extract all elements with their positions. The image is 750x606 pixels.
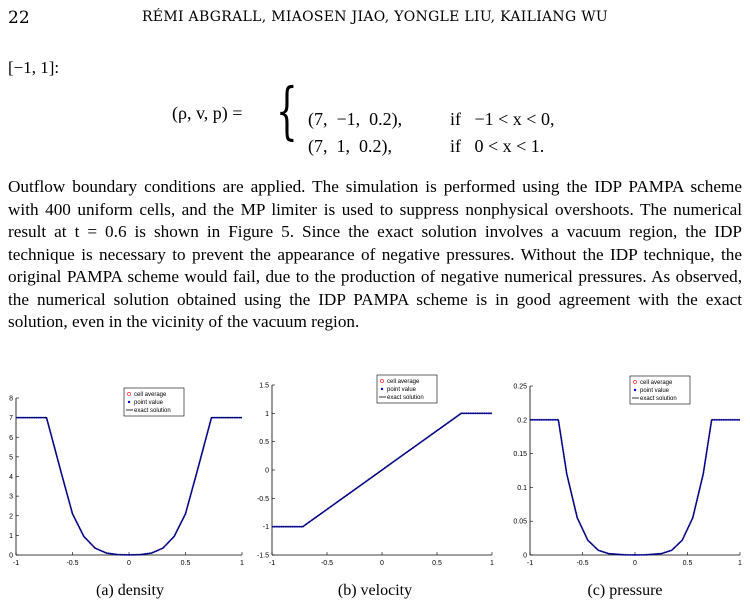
legend	[377, 375, 437, 403]
x-tick-label: 0.5	[432, 560, 442, 567]
caption-pressure: (c) pressure	[587, 582, 663, 599]
y-tick-label: 1	[265, 410, 269, 418]
curly-brace-icon: {	[276, 74, 298, 147]
legend	[630, 376, 690, 404]
caption-velocity: (b) velocity	[337, 582, 413, 599]
y-tick-label: 3	[9, 493, 13, 501]
point-value-series	[16, 418, 242, 555]
legend	[124, 388, 184, 416]
density-plot	[0, 370, 250, 575]
y-tick-label: 1.5	[259, 382, 269, 390]
y-tick-label: 7	[9, 415, 13, 423]
exact-solution-line	[16, 418, 242, 555]
x-tick-label: -1	[526, 560, 534, 567]
legend-cell-average: cell average	[640, 380, 673, 386]
x-tick-label: -0.5	[320, 560, 334, 567]
initial-condition-equation	[172, 74, 592, 156]
x-tick-label: -1	[268, 560, 276, 567]
domain-interval: [−1, 1]:	[8, 58, 60, 77]
y-tick-label: -1	[262, 524, 269, 532]
x-tick-label: -1	[12, 560, 20, 567]
x-tick-label: 1	[240, 560, 244, 567]
point-value-series	[530, 420, 740, 555]
legend-cell-average: cell average	[387, 379, 420, 385]
page-number: 22	[8, 8, 30, 28]
equation-value: (7, −1, 0.2),	[308, 109, 403, 129]
figure-velocity	[250, 370, 500, 579]
y-tick-label: 2	[9, 513, 13, 521]
equation-condition: if −1 < x < 0,	[450, 109, 555, 129]
page-header	[8, 6, 742, 30]
running-head: RÉMI ABGRALL, MIAOSEN JIAO, YONGLE LIU, KAILIANG WU	[141, 9, 609, 25]
y-tick-label: 4	[9, 474, 13, 481]
legend-point-value: point value	[134, 400, 164, 406]
y-tick-label: 0.25	[513, 383, 527, 391]
equation-value: (7, 1, 0.2),	[308, 136, 392, 156]
y-tick-label: 0.05	[513, 518, 527, 526]
y-tick-label: -0.5	[256, 495, 269, 503]
legend-point-value: point value	[640, 388, 670, 394]
point-value-marker	[128, 401, 130, 403]
y-tick-label: 0	[523, 552, 527, 560]
caption-density: (a) density	[96, 582, 164, 599]
y-tick-label: 0.1	[517, 484, 527, 492]
body-paragraph: Outflow boundary conditions are applied. The simulation is performed using the IDP PAMPA scheme with 400 uniform cells, and the MP limiter is used to suppress nonphysical overshoots. The numerical result at t = 0.6 is shown in Figure 5. Since the exact solution involves a vacuum region, the IDP technique is necessary to prevent the appearance of negative pressures. Without the IDP technique, the original PAMPA scheme would fail, due to the production of negative numerical pressures. As observed, the numerical solution obtained using the IDP PAMPA scheme is in good agreement with the exact solution, even in the vicinity of the vacuum region.	[8, 177, 742, 331]
velocity-plot	[250, 370, 500, 575]
y-tick-label: 0.2	[517, 417, 527, 425]
legend-point-value: point value	[387, 387, 417, 393]
x-tick-label: 0	[380, 560, 384, 567]
y-tick-label: 0	[9, 552, 13, 560]
point-value-series	[272, 413, 492, 526]
legend-exact-solution: exact solution	[387, 395, 424, 401]
x-tick-label: 0	[127, 560, 131, 567]
x-tick-label: 1	[738, 560, 742, 567]
x-tick-label: 0.5	[180, 560, 191, 567]
x-tick-label: -0.5	[66, 560, 79, 567]
x-tick-label: 0	[633, 560, 637, 567]
y-tick-label: 5	[9, 454, 13, 462]
x-tick-label: 0.5	[682, 560, 693, 567]
point-value-marker	[381, 388, 383, 390]
point-value-marker	[634, 389, 636, 391]
pressure-plot	[500, 370, 750, 575]
y-tick-label: 0.5	[259, 439, 269, 447]
legend-cell-average: cell average	[134, 392, 167, 398]
y-tick-label: 0	[265, 467, 269, 475]
y-tick-label: 8	[9, 395, 13, 403]
y-tick-label: 1	[9, 532, 13, 540]
legend-exact-solution: exact solution	[134, 408, 171, 414]
equation-lhs: (ρ, v, p) =	[172, 103, 243, 123]
x-tick-label: 1	[490, 560, 494, 567]
x-tick-label: -0.5	[576, 560, 589, 567]
legend-exact-solution: exact solution	[640, 396, 677, 402]
y-tick-label: 0.15	[513, 451, 527, 459]
equation-row	[290, 115, 544, 178]
y-tick-label: -1.5	[256, 552, 269, 560]
equation-condition: if 0 < x < 1.	[450, 136, 545, 156]
figure-density	[0, 370, 250, 579]
y-tick-label: 6	[9, 434, 13, 442]
figure-pressure	[500, 370, 750, 579]
